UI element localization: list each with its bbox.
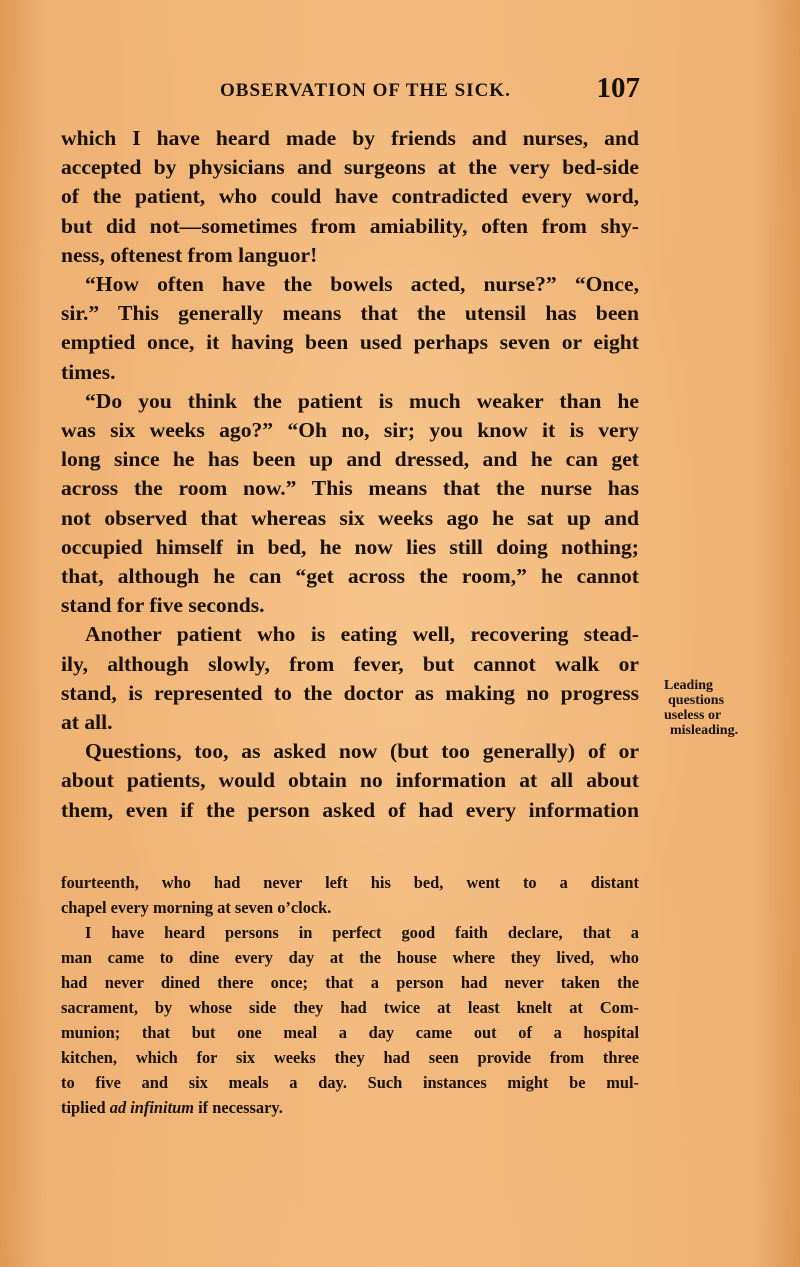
text-line: them, even if the person asked of had every information <box>61 797 639 822</box>
running-head <box>220 72 640 112</box>
text-line: “Do you think the patient is much weaker than he <box>85 388 639 413</box>
text-line: stand, is represented to the doctor as making no progress <box>61 680 639 705</box>
footnote-line: munion; that but one meal a day came out of a hospital <box>61 1023 639 1042</box>
footnote <box>61 870 639 1120</box>
footnote-italic: ad infinitum <box>109 1098 195 1117</box>
text-line: long since he has been up and dressed, and he can get <box>61 447 639 472</box>
text-line: occupied himself in bed, he now lies still doing nothing; <box>61 534 639 559</box>
text-line: which I have heard made by friends and nurses, and <box>61 126 639 150</box>
footnote-line: I have heard persons in perfect good faith declare, that a <box>85 923 639 942</box>
footnote-text: tiplied <box>61 1098 106 1117</box>
text-line: “How often have the bowels acted, nurse?” “Once, <box>85 272 639 297</box>
text-line: stand for five seconds. <box>61 593 265 618</box>
margin-note-line: Leading <box>664 678 714 693</box>
text-line: but did not—sometimes from amiability, often from shy- <box>61 213 639 238</box>
margin-note-line: misleading. <box>670 723 739 738</box>
text-line: ness, oftenest from languor! <box>61 242 318 267</box>
text-line: times. <box>61 359 116 384</box>
text-line: at all. <box>61 710 113 735</box>
running-title: OBSERVATION OF THE SICK. <box>220 80 511 101</box>
main-text <box>61 124 639 825</box>
text-line: Another patient who is eating well, recovering stead- <box>85 622 639 647</box>
footnote-line: man came to dine every day at the house where they lived, who <box>61 948 639 967</box>
footnote-line: fourteenth, who had never left his bed, went to a distant <box>61 873 639 892</box>
text-line: accepted by physicians and surgeons at the very bed-side <box>61 155 639 180</box>
footnote-line: chapel every morning at seven o’clock. <box>61 898 332 917</box>
text-line: about patients, would obtain no information at all about <box>61 768 639 793</box>
footnote-text: if necessary. <box>198 1098 283 1117</box>
footnote-line: sacrament, by whose side they had twice at least knelt at Com- <box>61 998 639 1017</box>
page-number: 107 <box>596 72 640 104</box>
text-line: ily, although slowly, from fever, but cannot walk or <box>61 651 639 676</box>
footnote-line <box>61 1095 639 1120</box>
margin-note-line: questions <box>668 693 725 708</box>
footnote-line: to five and six meals a day. Such instances might be mul- <box>61 1073 639 1092</box>
text-line: Questions, too, as asked now (but too generally) of or <box>85 739 639 764</box>
margin-note-line: useless or <box>664 708 722 723</box>
text-line: was six weeks ago?” “Oh no, sir; you know it is very <box>61 418 639 443</box>
text-line: emptied once, it having been used perhaps seven or eight <box>61 330 639 355</box>
text-line: across the room now.” This means that the nurse has <box>61 476 639 501</box>
text-line: that, although he can “get across the room,” he cannot <box>61 564 639 589</box>
margin-note <box>664 678 784 738</box>
text-line: of the patient, who could have contradicted every word, <box>61 184 639 209</box>
text-line: sir.” This generally means that the utensil has been <box>61 301 639 326</box>
footnote-line: kitchen, which for six weeks they had seen provide from three <box>61 1048 639 1067</box>
footnote-line: had never dined there once; that a person had never taken the <box>61 973 639 992</box>
text-line: not observed that whereas six weeks ago he sat up and <box>61 505 639 530</box>
